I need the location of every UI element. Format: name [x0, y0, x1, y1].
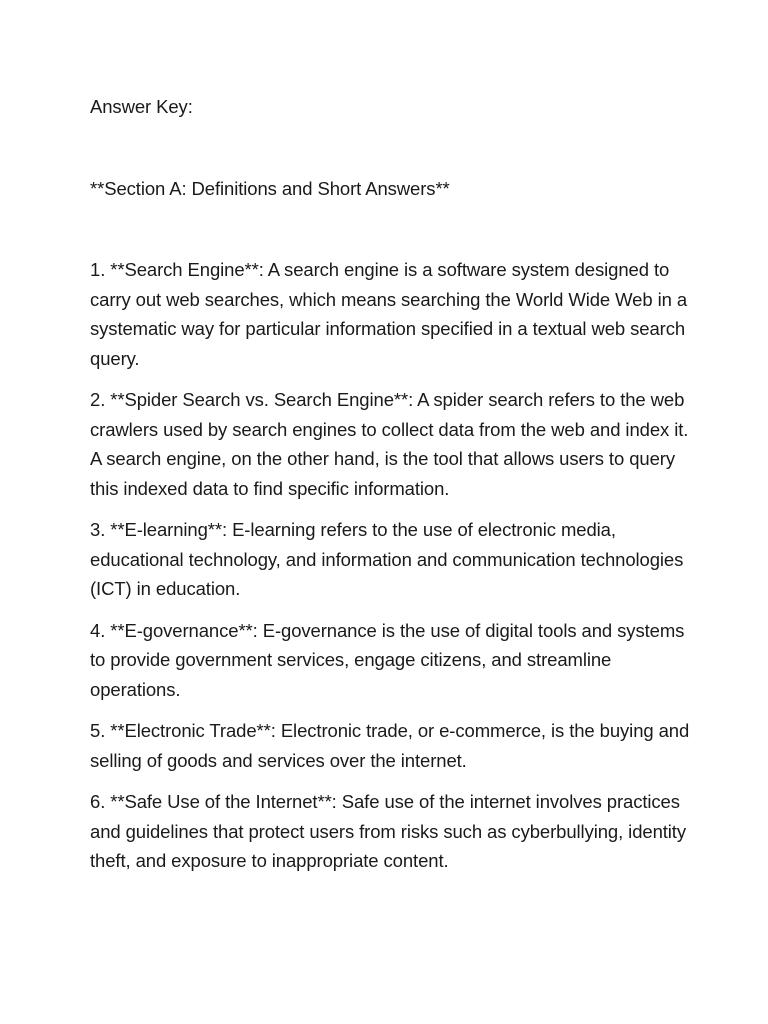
answer-item-1: 1. **Search Engine**: A search engine is a software system designed to carry out web searches, which means searching the World Wide Web in a systematic way for particular information specified in a textual web search query. [90, 259, 688, 369]
answer-item-3: 3. **E-learning**: E-learning refers to the use of electronic media, educational technology, and information and communication technologies (ICT) in education. [90, 519, 684, 599]
answer-item-2: 2. **Spider Search vs. Search Engine**: A spider search refers to the web crawlers used by search engines to collect data from the web and index it. A search engine, on the other hand, is the tool that allows users to query this indexed data to find specific information. [90, 389, 689, 499]
answer-item-5: 5. **Electronic Trade**: Electronic trade, or e-commerce, is the buying and selling of goods and services over the internet. [90, 720, 690, 771]
document-body [90, 92, 690, 888]
answer-item-4: 4. **E-governance**: E-governance is the use of digital tools and systems to provide government services, engage citizens, and streamline operations. [90, 619, 685, 700]
answer-item-6: 6. **Safe Use of the Internet**: Safe use of the internet involves practices and guidelines that protect users from risks such as cyberbullying, identity theft, and exposure to inappropriate content. [90, 791, 686, 871]
answer-key-heading: Answer Key: [90, 96, 193, 117]
section-a-title: **Section A: Definitions and Short Answers** [90, 177, 450, 199]
